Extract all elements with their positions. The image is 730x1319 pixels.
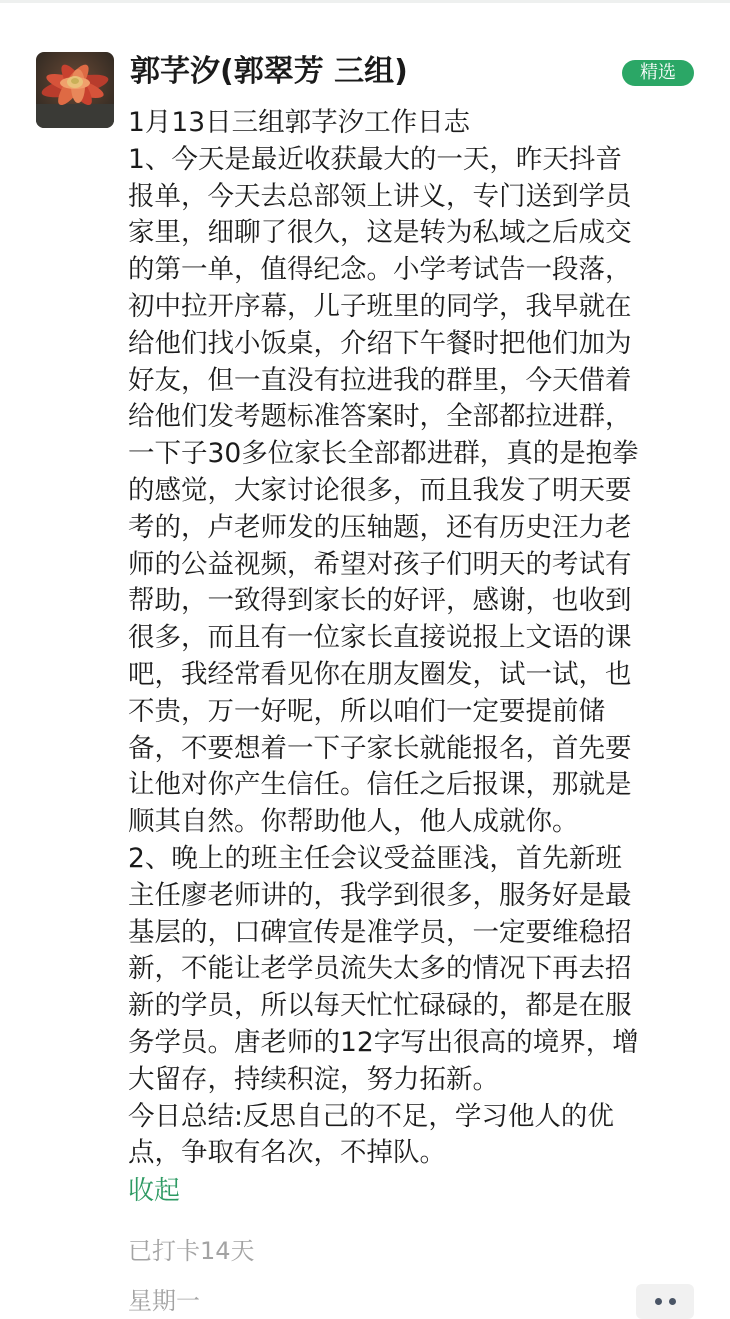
post-text-line: 顺其自然。你帮助他人，他人成就你。 [128,806,579,838]
post-text-line: 主任廖老师讲的，我学到很多，服务好是最 [128,879,632,911]
post-text-line: 一下子30多位家长全部都进群，真的是抱拳 [128,438,639,470]
post-text-line: 不贵，万一好呢，所以咱们一定要提前储 [128,695,605,727]
post-text-line: 备，不要想着一下子家长就能报名，首先要 [128,732,632,764]
post-text-line: 务学员。唐老师的12字写出很高的境界，增 [128,1026,639,1058]
checkin-days-label: 已打卡14天 [128,1237,255,1265]
post-text-line: 新，不能让老学员流失太多的情况下再去招 [128,953,632,985]
post-text-line: 的第一单，值得纪念。小学考试告一段落， [128,254,632,286]
post-text-line: 给他们找小饭桌，介绍下午餐时把他们加为 [128,327,632,359]
post-weekday: 星期一 [128,1287,200,1315]
avatar[interactable] [36,52,114,128]
post-text-line: 1、今天是最近收获最大的一天，昨天抖音 [128,143,622,175]
post-text-line: 点，争取有名次，不掉队。 [128,1137,446,1169]
post-text-line: 2、晚上的班主任会议受益匪浅，首先新班 [128,842,622,874]
post-text-line: 师的公益视频，希望对孩子们明天的考试有 [128,548,632,580]
author-name[interactable]: 郭芓汐(郭翠芳 三组) [130,54,408,89]
featured-badge: 精选 [622,60,694,86]
post-text-line: 让他对你产生信任。信任之后报课，那就是 [128,769,632,801]
post-text-line: 好友，但一直没有拉进我的群里，今天借着 [128,364,632,396]
post-text-line: 很多，而且有一位家长直接说报上文语的课 [128,622,632,654]
more-dots-icon [655,1298,676,1305]
collapse-link[interactable]: 收起 [128,1176,181,1206]
post-text-line: 大留存，持续积淀，努力拓新。 [128,1063,499,1095]
post-text-line: 给他们发考题标准答案时，全部都拉进群， [128,401,632,433]
post-text-line: 基层的，口碑宣传是准学员，一定要维稳招 [128,916,632,948]
post-text-line: 帮助，一致得到家长的好评，感谢，也收到 [128,585,632,617]
post-text-line: 的感觉，大家讨论很多，而且我发了明天要 [128,474,632,506]
post-text-line: 1月13日三组郭芓汐工作日志 [128,107,471,138]
post-text-line: 考的，卢老师发的压轴题，还有历史汪力老 [128,511,632,543]
more-options-button[interactable] [636,1284,694,1319]
succulent-avatar-image [36,52,114,128]
post-content [128,105,703,1172]
post-text-line: 家里，细聊了很久，这是转为私域之后成交 [128,217,632,249]
post-text-line: 初中拉开序幕，儿子班里的同学，我早就在 [128,290,632,322]
post-text-line: 新的学员，所以每天忙忙碌碌的，都是在服 [128,990,632,1022]
post-text-line: 报单，今天去总部领上讲义，专门送到学员 [128,180,632,212]
post-text-line: 吧，我经常看见你在朋友圈发，试一试，也 [128,658,632,690]
post-text-line: 今日总结:反思自己的不足，学习他人的优 [128,1100,614,1132]
top-divider [0,0,730,3]
